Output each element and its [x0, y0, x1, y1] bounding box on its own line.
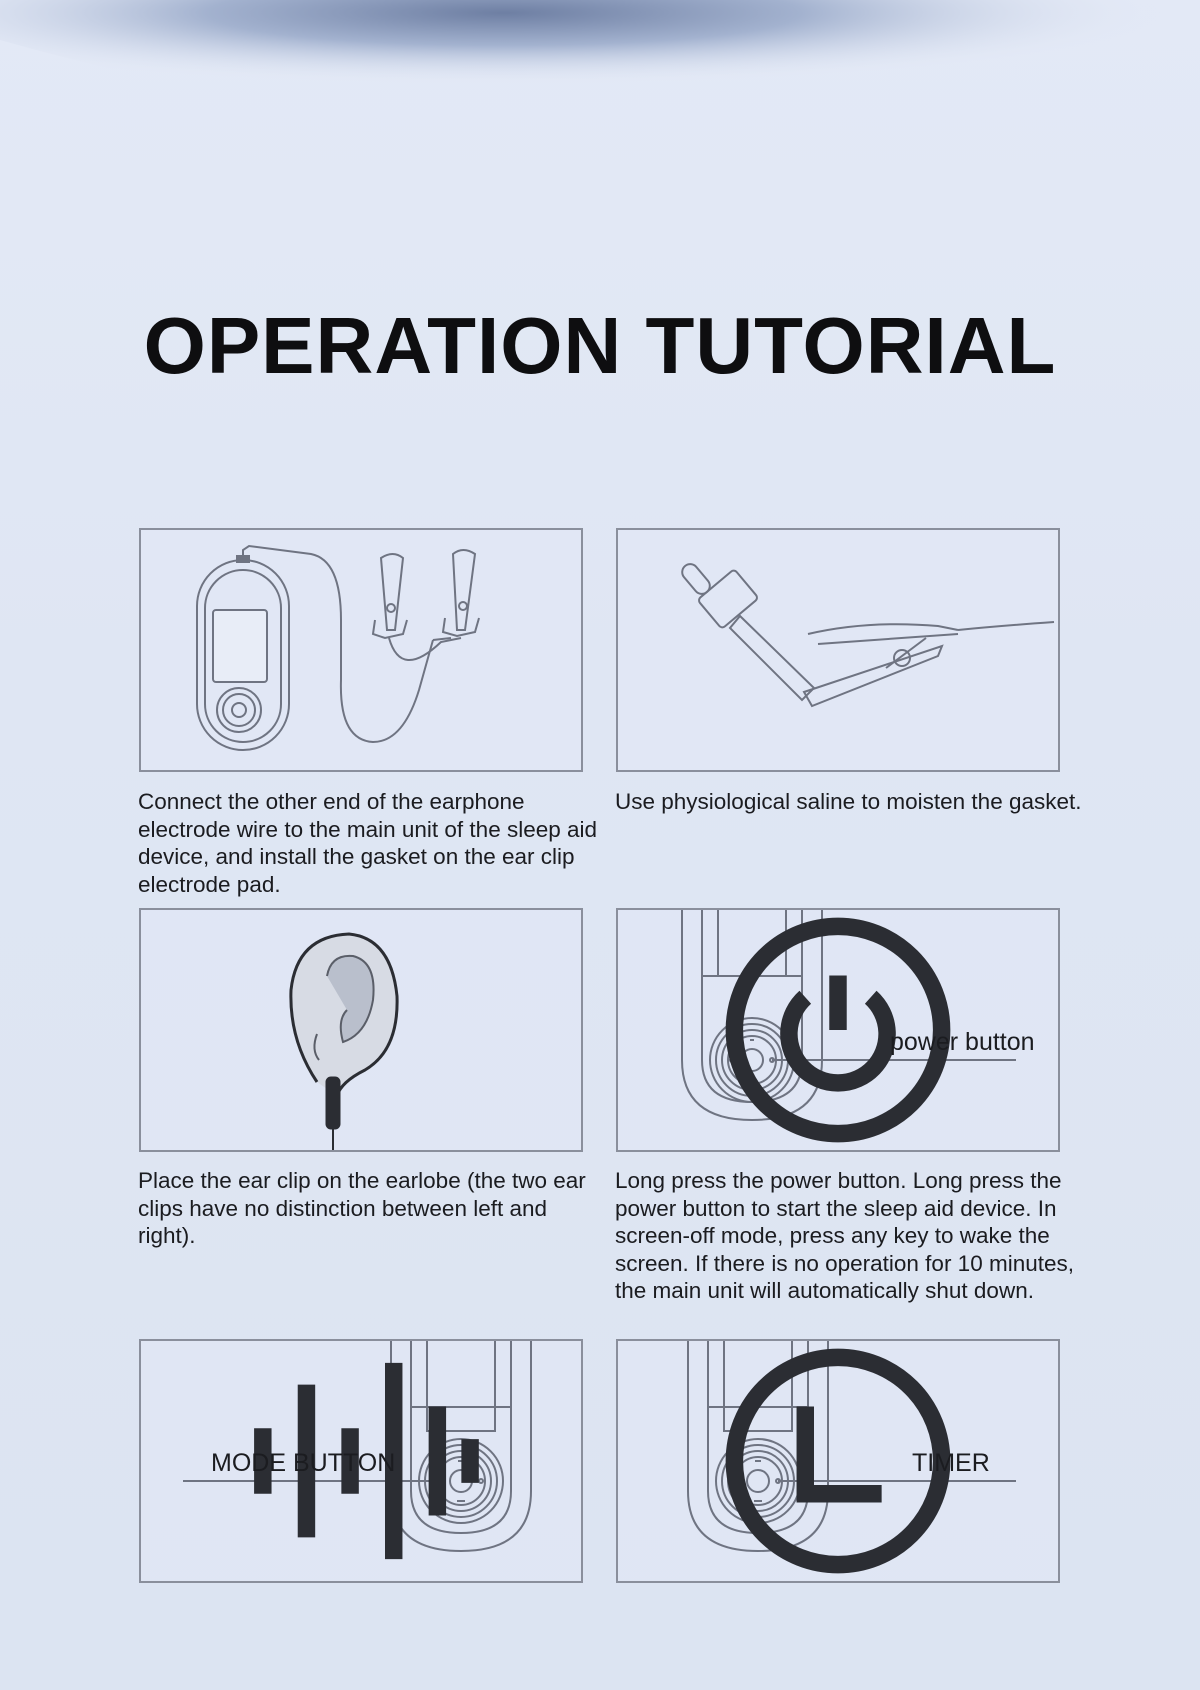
step-1-illustration	[139, 528, 583, 772]
step-4-caption: Long press the power button. Long press the power button to start the sleep aid device. In screen-off mode, press any key to wake the screen. If there is no operation for 10 minutes, the main unit will automatically shut down.	[615, 1168, 1074, 1303]
step-5-illustration	[139, 1339, 583, 1583]
step-1-caption: Connect the other end of the earphone electrode wire to the main unit of the sleep aid device, and install the gasket on the ear clip electrode pad.	[138, 789, 598, 897]
step-4-illustration	[616, 908, 1060, 1152]
power-button-label: power button	[890, 1028, 1035, 1056]
timer-label: TIMER	[912, 1449, 990, 1477]
mode-button-label: MODE BUTTON	[211, 1449, 396, 1477]
clock-icon	[618, 1341, 1058, 1581]
page-title: OPERATION TUTORIAL	[143, 301, 1057, 390]
top-arc-decoration	[0, 0, 1200, 180]
step-2-illustration	[616, 528, 1060, 772]
step-3-caption: Place the ear clip on the earlobe (the two ear clips have no distinction between left and right).	[138, 1168, 586, 1248]
step-6-illustration	[616, 1339, 1060, 1583]
step-3-illustration	[139, 908, 583, 1152]
step-2-caption: Use physiological saline to moisten the gasket.	[615, 789, 1082, 814]
